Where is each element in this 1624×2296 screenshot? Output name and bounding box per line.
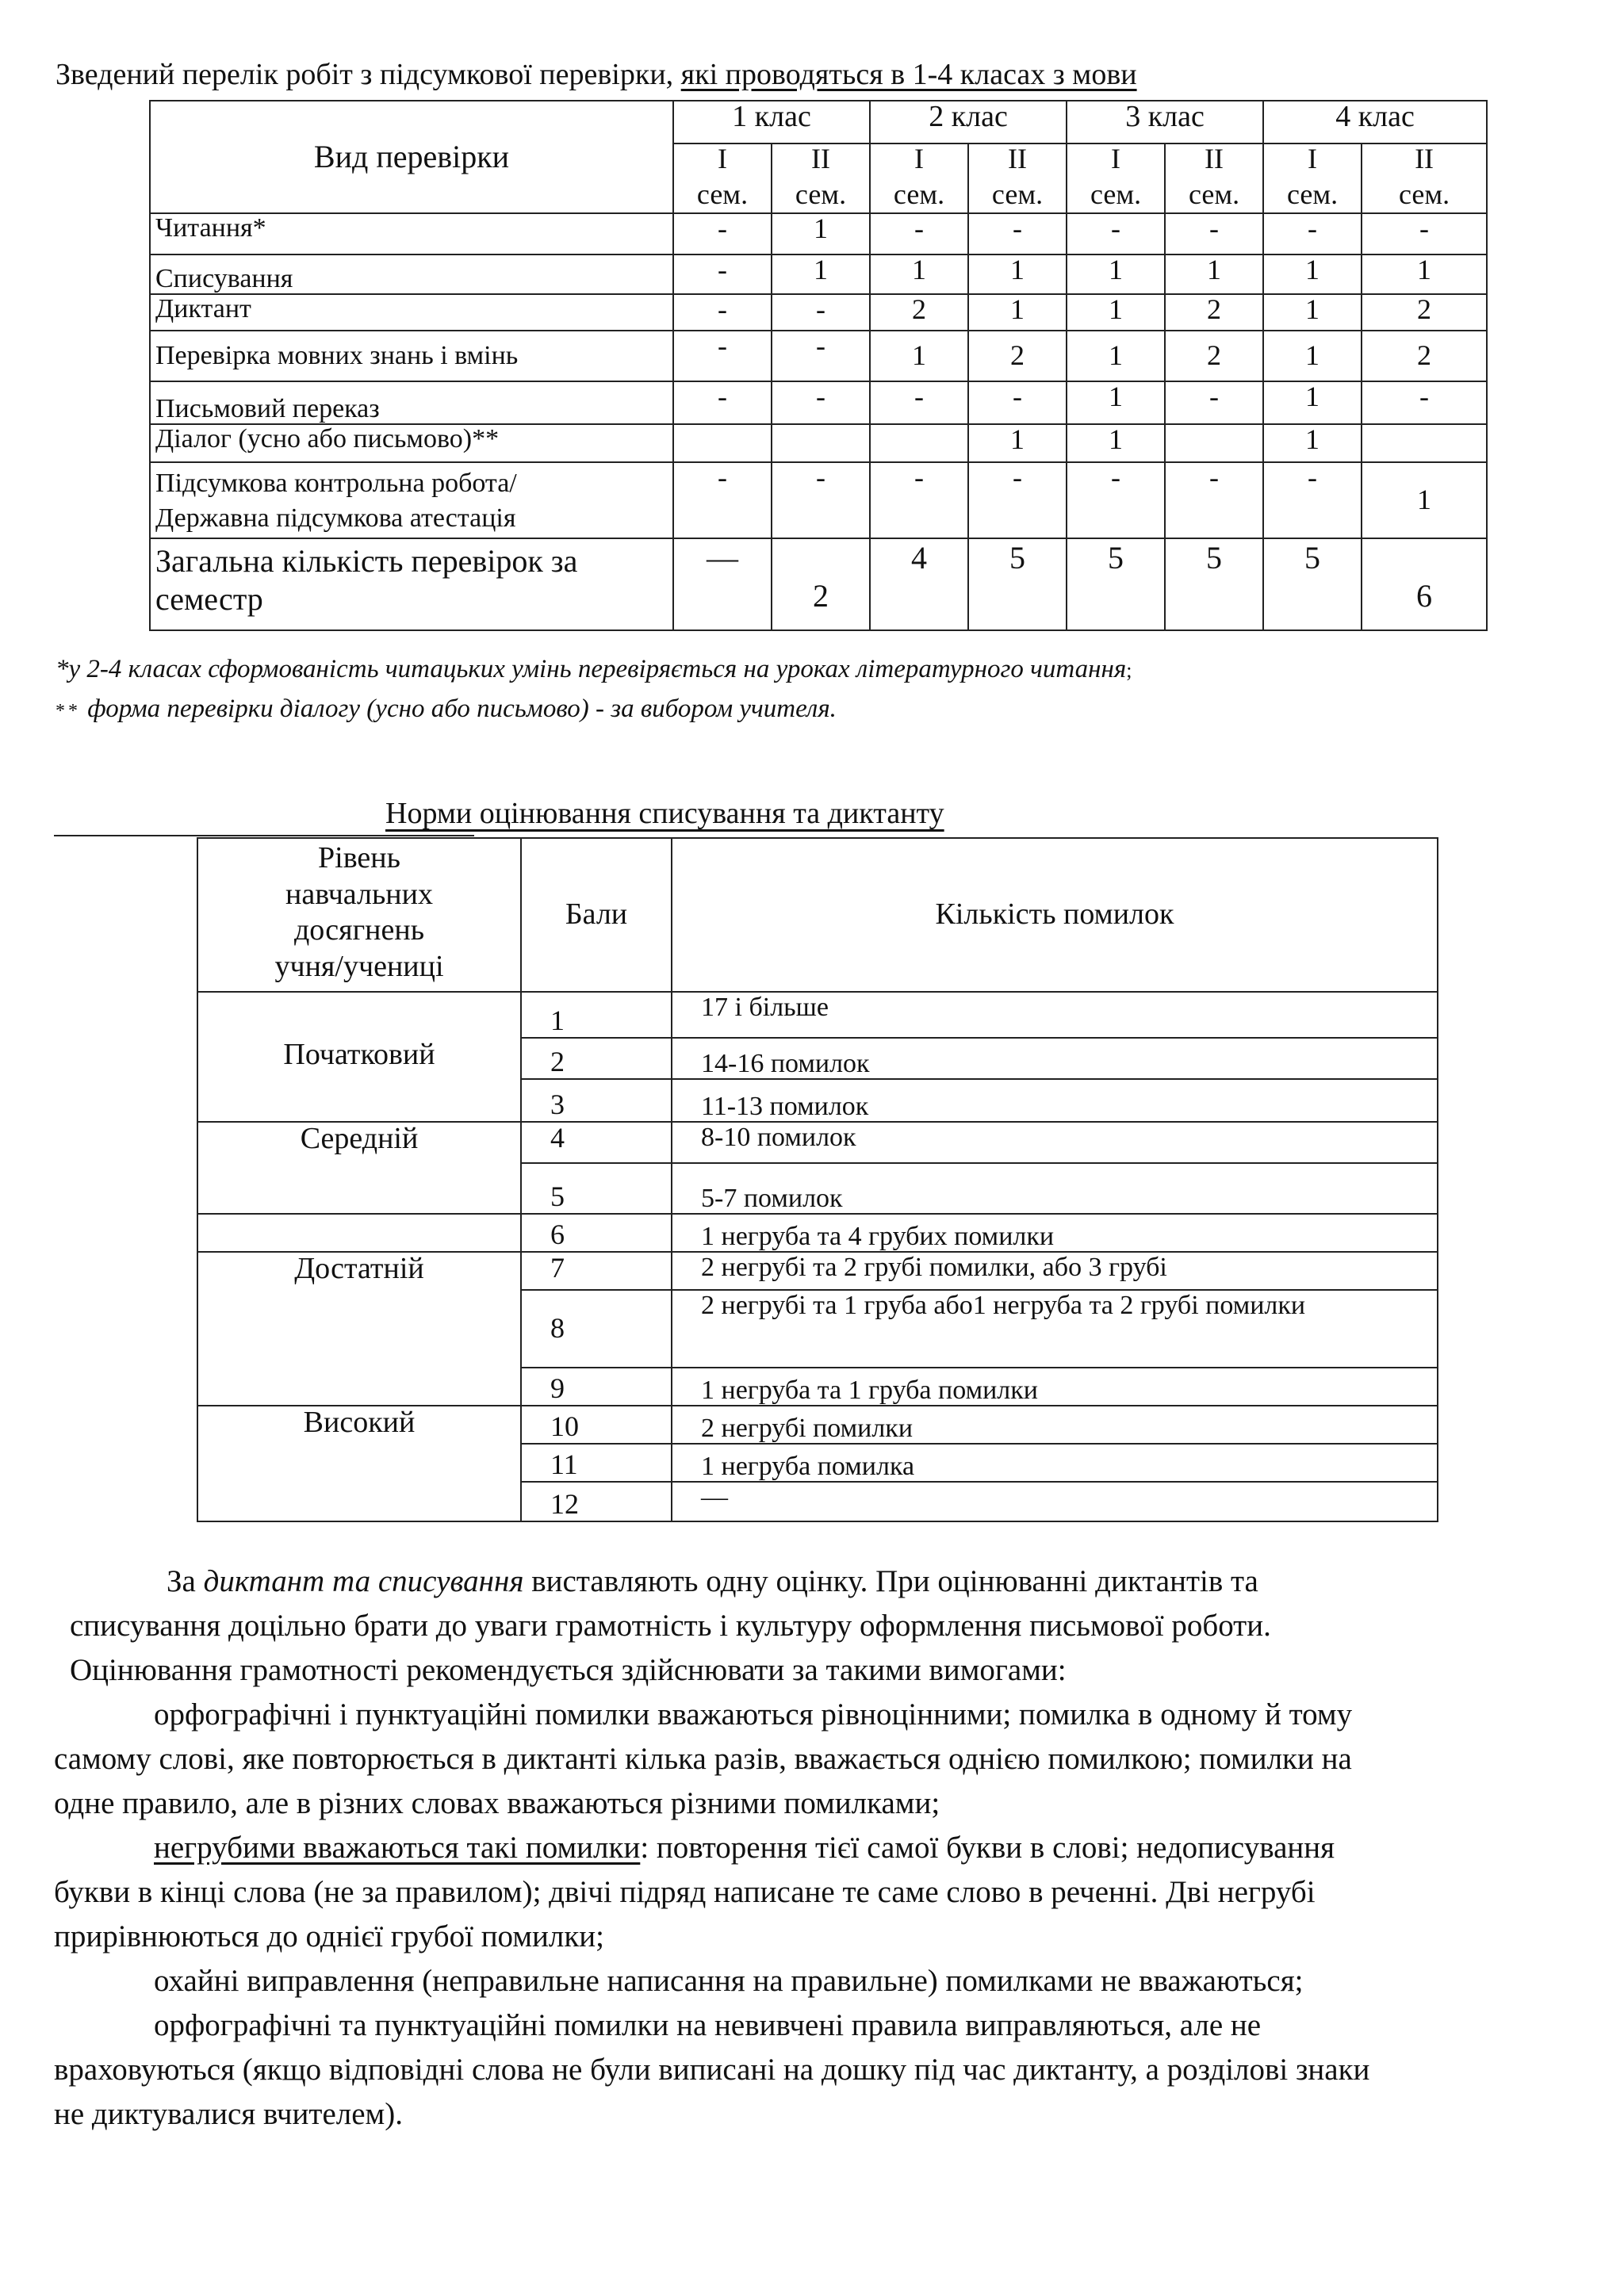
points: 3	[521, 1079, 672, 1122]
cell: —	[673, 538, 772, 630]
cell: 5	[1165, 538, 1263, 630]
header-class-3: 3 клас	[1067, 101, 1263, 144]
cell: 2	[968, 331, 1067, 381]
checks-table	[149, 100, 1488, 631]
cell: -	[870, 381, 968, 424]
points: 10	[521, 1406, 672, 1444]
errors: 2 негрубі та 1 груба або1 негруба та 2 грубі помилки	[672, 1290, 1438, 1368]
cell: 5	[1067, 538, 1165, 630]
cell: -	[968, 462, 1067, 538]
header-level	[197, 838, 521, 992]
text-line: букви в кінці слова (не за правилом); двічі підряд написане те саме слово в реченні. Дві негрубі	[54, 1875, 1316, 1909]
row-label-line2: семестр	[155, 581, 263, 617]
errors: 2 негрубі помилки	[672, 1406, 1438, 1444]
text-italic: диктант та списування	[203, 1564, 524, 1598]
table2-title: Норми оцінювання списування та диктанту	[385, 797, 944, 830]
points: 4	[521, 1122, 672, 1163]
level-high: Високий	[197, 1406, 521, 1521]
cell: -	[1067, 213, 1165, 254]
grading-table	[197, 837, 1438, 1522]
points: 12	[521, 1482, 672, 1521]
errors: 1 негруба помилка	[672, 1444, 1438, 1482]
text-line: не диктувалися вчителем).	[54, 2097, 403, 2131]
header-errors: Кількість помилок	[672, 838, 1438, 992]
sem-label: сем.	[968, 180, 1067, 213]
cell: 1	[1067, 381, 1165, 424]
header-level-line: досягнень	[293, 913, 425, 947]
sem-number: II	[772, 144, 870, 180]
sem-label: сем.	[1362, 180, 1487, 213]
footnote-2-text: форма перевірки діалогу (усно або письмово) - за вибором учителя.	[81, 695, 837, 723]
cell: -	[673, 294, 772, 331]
cell: 1	[1263, 381, 1362, 424]
cell: 2	[1165, 331, 1263, 381]
cell: -	[673, 254, 772, 294]
header-level-line: навчальних	[285, 877, 433, 911]
cell: 1	[772, 254, 870, 294]
cell: -	[673, 213, 772, 254]
cell	[772, 424, 870, 462]
footnote-2	[56, 695, 837, 724]
text-line: враховуються (якщо відповідні слова не були виписані на дошку під час диктанту, а розділові знаки	[54, 2053, 1370, 2087]
text-line: одне правило, але в різних словах вважаються різними помилками;	[54, 1786, 940, 1820]
sem-number: II	[968, 144, 1067, 180]
row-label: Читання*	[150, 213, 673, 254]
header-check-type: Вид перевірки	[150, 101, 673, 213]
text-underline: негрубими вважаються такі помилки	[154, 1831, 641, 1865]
sem-number: I	[673, 144, 772, 180]
table-row	[150, 331, 1487, 381]
points: 7	[521, 1252, 672, 1290]
errors: 5-7 помилок	[672, 1163, 1438, 1214]
errors: 14-16 помилок	[672, 1038, 1438, 1079]
table-row	[150, 381, 1487, 424]
table-row	[150, 538, 1487, 630]
sem-label: сем.	[1263, 180, 1362, 213]
cell: 1	[772, 213, 870, 254]
points: 11	[521, 1444, 672, 1482]
row-label-line1: Загальна кількість перевірок за	[155, 543, 578, 579]
cell: 1	[1362, 462, 1487, 538]
cell: 1	[1067, 331, 1165, 381]
points: 2	[521, 1038, 672, 1079]
cell	[870, 424, 968, 462]
header-level-line: Рівень	[318, 841, 400, 874]
table-row	[150, 424, 1487, 462]
cell: 6	[1362, 538, 1487, 630]
level-sufficient: Достатній	[197, 1252, 521, 1406]
cell: 2	[772, 538, 870, 630]
cell: -	[1165, 462, 1263, 538]
text-line	[154, 1830, 1335, 1866]
cell: -	[1165, 213, 1263, 254]
cell: 1	[1165, 254, 1263, 294]
footnote-1-text: *у 2-4 класах сформованість читацьких умінь перевіряється на уроках літературного читання	[56, 655, 1127, 683]
cell: -	[1362, 381, 1487, 424]
sem-label: сем.	[1067, 180, 1165, 213]
text-line: самому слові, яке повторюється в диктанті кілька разів, вважається однією помилкою; помилки на	[54, 1742, 1352, 1776]
table1-title-part1: Зведений перелік робіт з підсумкової перевірки,	[56, 58, 681, 91]
cell: -	[772, 331, 870, 381]
cell: -	[1362, 213, 1487, 254]
text-line: списування доцільно брати до уваги грамотність і культуру оформлення письмової роботи.	[70, 1609, 1271, 1643]
errors: 1 негруба та 4 грубих помилки	[672, 1214, 1438, 1252]
sem-label: сем.	[1165, 180, 1263, 213]
cell	[1362, 424, 1487, 462]
row-label-line1: Підсумкова контрольна робота/	[155, 469, 517, 498]
cell: -	[870, 213, 968, 254]
text-span: За	[167, 1564, 204, 1598]
points: 9	[521, 1368, 672, 1406]
cell: 1	[870, 254, 968, 294]
text-line: прирівнюються до однієї грубої помилки;	[54, 1919, 604, 1954]
row-label	[150, 538, 673, 630]
sem-label: сем.	[870, 180, 968, 213]
errors: 17 і більше	[672, 992, 1438, 1038]
cell: 2	[1165, 294, 1263, 331]
table1-title	[56, 57, 1137, 92]
cell: 1	[1362, 254, 1487, 294]
text-line: охайні виправлення (неправильне написання на правильне) помилками не вважаються;	[154, 1964, 1304, 1998]
cell: 4	[870, 538, 968, 630]
table1-title-part2: які проводяться в 1-4 класах з мови	[680, 58, 1137, 91]
cell: 5	[1263, 538, 1362, 630]
cell: 1	[1263, 331, 1362, 381]
header-class-4: 4 клас	[1263, 101, 1487, 144]
errors: 2 негрубі та 2 грубі помилки, або 3 грубі	[672, 1252, 1438, 1290]
cell	[1165, 424, 1263, 462]
cell: 1	[1067, 424, 1165, 462]
cell: 1	[1263, 254, 1362, 294]
level-medium: Середній	[197, 1122, 521, 1214]
cell: -	[1263, 213, 1362, 254]
cell: -	[772, 462, 870, 538]
errors: 1 негруба та 1 груба помилки	[672, 1368, 1438, 1406]
cell: 1	[1067, 254, 1165, 294]
header-class-1: 1 клас	[673, 101, 870, 144]
points: 6	[521, 1214, 672, 1252]
cell: 2	[1362, 331, 1487, 381]
errors: 8-10 помилок	[672, 1122, 1438, 1163]
cell: -	[772, 381, 870, 424]
cell: 2	[1362, 294, 1487, 331]
text-line: орфографічні і пунктуаційні помилки вважаються рівноцінними; помилка в одному й тому	[154, 1697, 1353, 1732]
sem-number: I	[1263, 144, 1362, 180]
footnote-1	[56, 655, 1132, 684]
cell: -	[1067, 462, 1165, 538]
text-line: Оцінювання грамотності рекомендується здійснювати за такими вимогами:	[70, 1653, 1067, 1687]
table-row	[150, 294, 1487, 331]
cell: -	[673, 331, 772, 381]
cell: -	[772, 294, 870, 331]
text-span: виставляють одну оцінку. При оцінюванні диктантів та	[523, 1564, 1258, 1598]
errors: 11-13 помилок	[672, 1079, 1438, 1122]
cell: 1	[1263, 294, 1362, 331]
sem-number: II	[1165, 144, 1263, 180]
cell: -	[673, 381, 772, 424]
sem-number: I	[1067, 144, 1165, 180]
header-level-line: учня/учениці	[274, 949, 444, 983]
cell: 1	[968, 424, 1067, 462]
table-row	[150, 254, 1487, 294]
cell: 1	[968, 254, 1067, 294]
table-row	[150, 462, 1487, 538]
level-medium-cont	[197, 1214, 521, 1252]
points: 1	[521, 992, 672, 1038]
text-span: : повторення тієї самої букви в слові; недописування	[640, 1831, 1335, 1865]
cell: -	[968, 213, 1067, 254]
divider	[54, 835, 474, 836]
header-points: Бали	[521, 838, 672, 992]
points: 5	[521, 1163, 672, 1214]
sem-number: II	[1362, 144, 1487, 180]
cell: -	[870, 462, 968, 538]
sem-number: I	[870, 144, 968, 180]
row-label-line2: Державна підсумкова атестація	[155, 503, 516, 534]
errors: —	[672, 1482, 1438, 1521]
sem-label: сем.	[673, 180, 772, 213]
cell: 1	[968, 294, 1067, 331]
cell: -	[968, 381, 1067, 424]
cell: 1	[1263, 424, 1362, 462]
cell: -	[1165, 381, 1263, 424]
footnote-2-mark: **	[56, 701, 81, 721]
cell: 5	[968, 538, 1067, 630]
row-label: Письмовий переказ	[150, 381, 673, 424]
row-label: Диктант	[150, 294, 673, 331]
cell: 1	[870, 331, 968, 381]
level-initial: Початковий	[197, 992, 521, 1122]
cell: 2	[870, 294, 968, 331]
row-label: Перевірка мовних знань і вмінь	[150, 331, 673, 381]
text-line	[167, 1563, 1258, 1600]
cell: 1	[1067, 294, 1165, 331]
text-line: орфографічні та пунктуаційні помилки на невивчені правила виправляються, але не	[154, 2008, 1262, 2042]
cell	[673, 424, 772, 462]
row-label: Списування	[150, 254, 673, 294]
sem-label: сем.	[772, 180, 870, 213]
footnote-1-end: ;	[1126, 659, 1132, 682]
row-label	[150, 462, 673, 538]
header-class-2: 2 клас	[870, 101, 1067, 144]
table-row	[150, 213, 1487, 254]
cell: -	[1263, 462, 1362, 538]
row-label: Діалог (усно або письмово)**	[150, 424, 673, 462]
cell: -	[673, 462, 772, 538]
points: 8	[521, 1290, 672, 1368]
